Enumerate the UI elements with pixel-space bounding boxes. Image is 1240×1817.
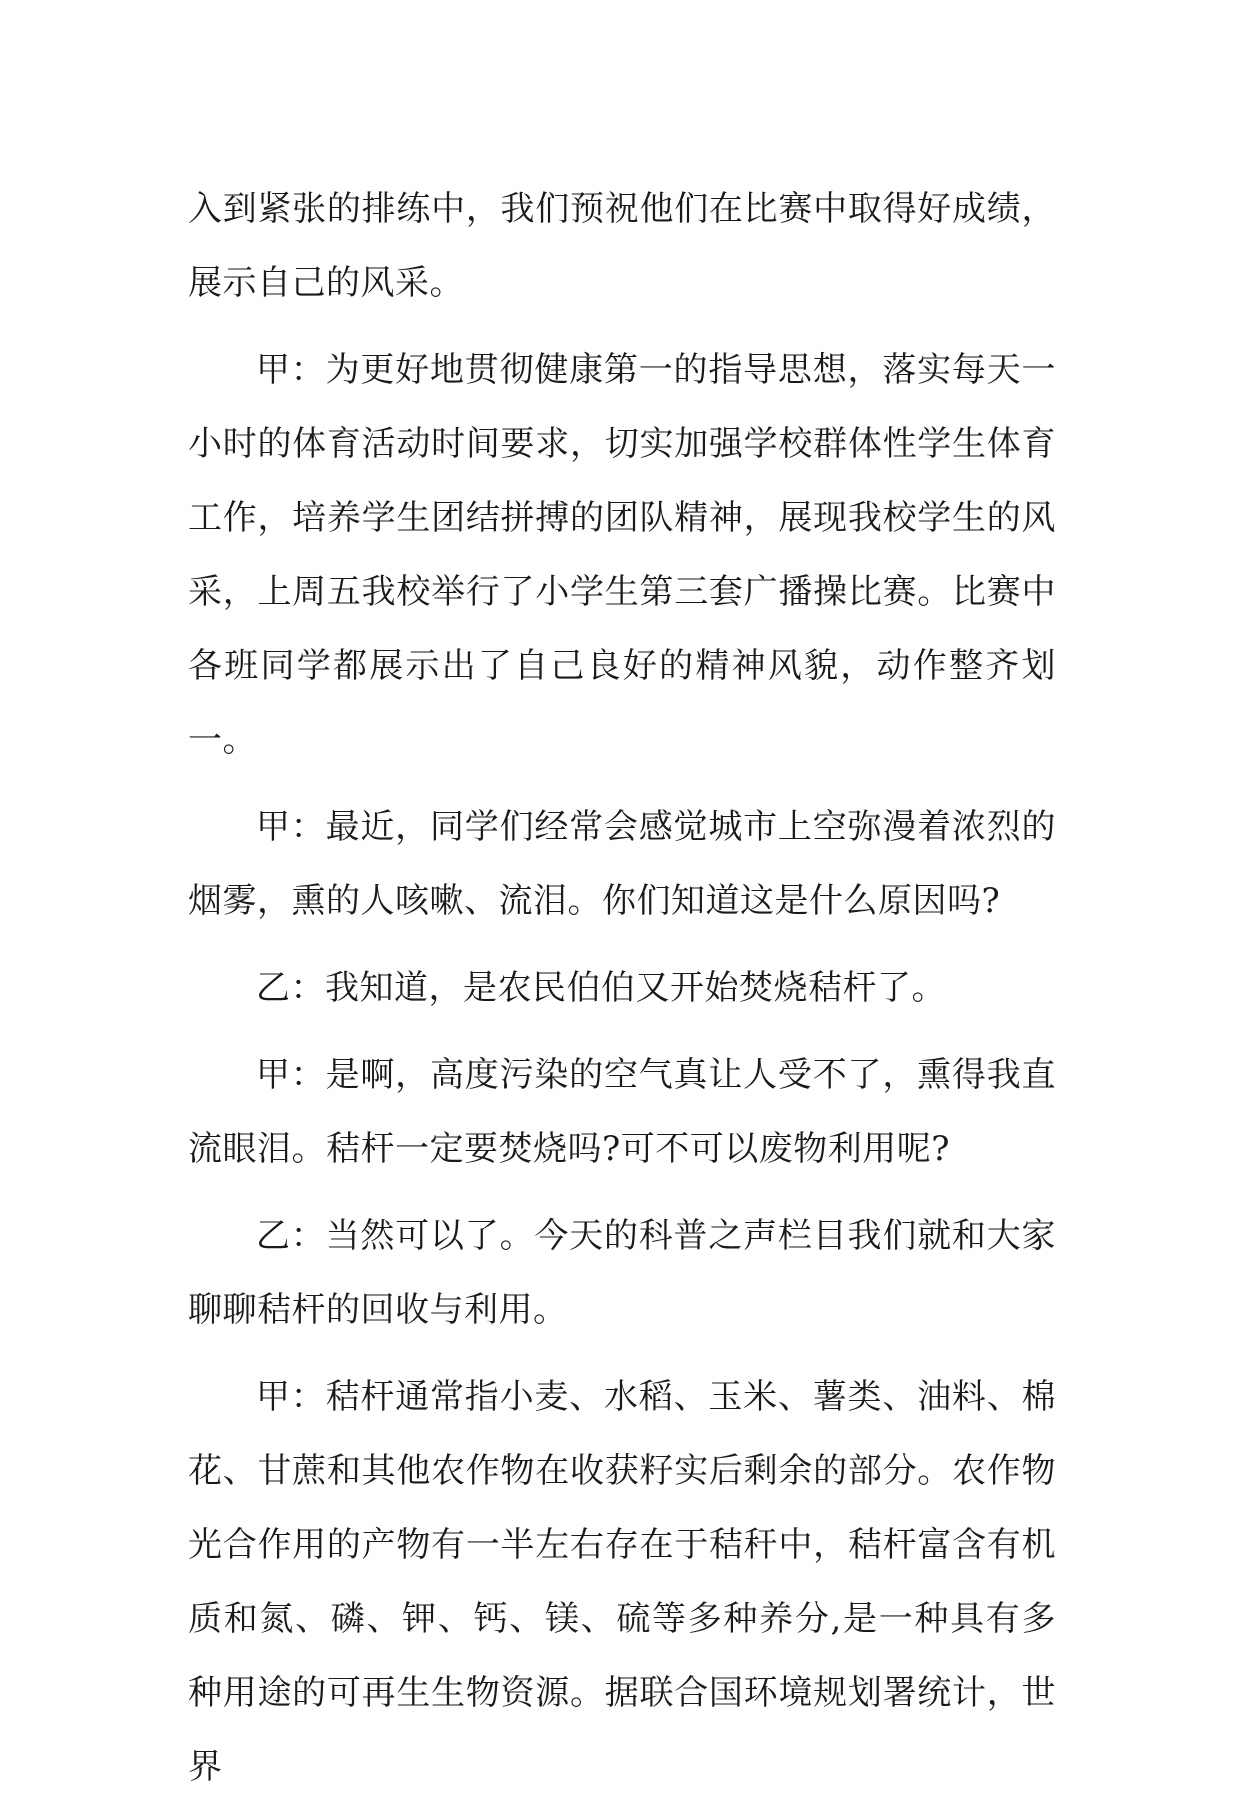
paragraph: 甲：为更好地贯彻健康第一的指导思想，落实每天一小时的体育活动时间要求，切实加强学校群体性学生体育工作，培养学生团结拼搏的团队精神，展现我校学生的风采，上周五我校举行了小学生第三套广播操比赛。比赛中各班同学都展示出了自己良好的精神风貌，动作整齐划一。 (188, 350, 1056, 760)
document-body (188, 172, 1056, 1817)
paragraph: 乙：我知道，是农民伯伯又开始焚烧秸杆了。 (256, 968, 946, 1008)
paragraph: 乙：当然可以了。今天的科普之声栏目我们就和大家聊聊秸杆的回收与利用。 (188, 1216, 1056, 1330)
paragraph: 入到紧张的排练中，我们预祝他们在比赛中取得好成绩，展示自己的风采。 (188, 189, 1056, 303)
paragraph: 甲：最近，同学们经常会感觉城市上空弥漫着浓烈的烟雾，熏的人咳嗽、流泪。你们知道这是什么原因吗? (188, 807, 1056, 921)
paragraph: 甲：秸杆通常指小麦、水稻、玉米、薯类、油料、棉花、甘蔗和其他农作物在收获籽实后剩余的部分。农作物光合作用的产物有一半左右存在于秸秆中，秸杆富含有机质和氮、磷、钾、钙、镁、硫等多种养分,是一种具有多种用途的可再生生物资源。据联合国环境规划署统计，世界 (188, 1377, 1056, 1787)
paragraph: 甲：是啊，高度污染的空气真让人受不了，熏得我直流眼泪。秸杆一定要焚烧吗?可不可以废物利用呢? (188, 1055, 1056, 1169)
